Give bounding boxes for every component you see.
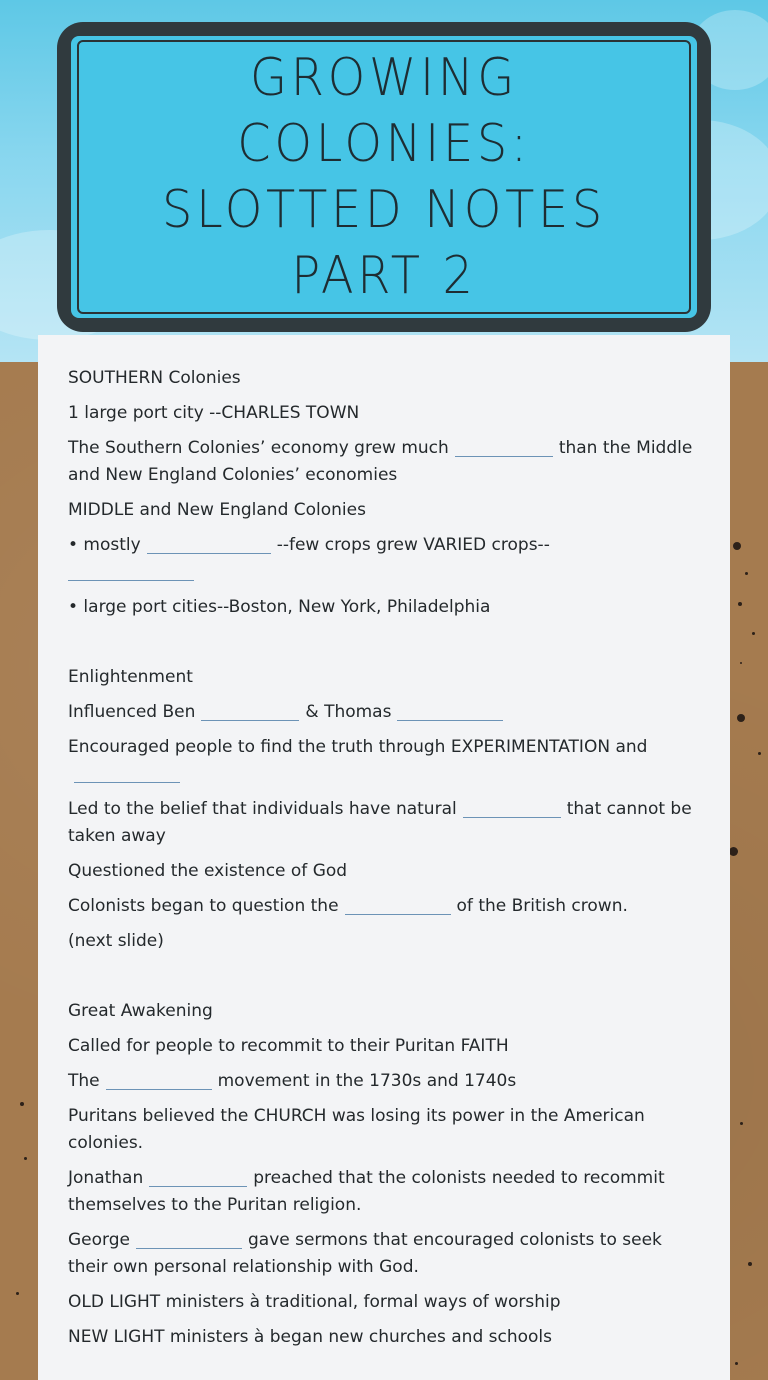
enlightenment-heading: Enlightenment <box>68 667 193 687</box>
awakening-jonathan <box>68 1165 700 1219</box>
enlightenment-questioned: Questioned the existence of God <box>68 861 348 881</box>
worksheet <box>38 335 730 1380</box>
blank-movement[interactable] <box>106 1070 212 1090</box>
title-frame <box>57 22 711 332</box>
george-text-before: George <box>68 1230 130 1250</box>
southern-heading: SOUTHERN Colonies <box>68 368 241 388</box>
enlightenment-influenced <box>68 699 700 726</box>
natural-text-after: that cannot be taken away <box>68 799 692 846</box>
economy-text-before: The Southern Colonies’ economy grew much <box>68 438 449 458</box>
new-light-ministers: NEW LIGHT ministers à began new churches and schools <box>68 1327 553 1347</box>
blank-varied-crops[interactable] <box>68 561 194 581</box>
southern-economy <box>68 435 700 489</box>
middle-ports: • large port cities--Boston, New York, Philadelphia <box>68 597 491 617</box>
crown-text-before: Colonists began to question the <box>68 896 339 916</box>
encouraged-text: Encouraged people to find the truth through EXPERIMENTATION and <box>68 737 648 757</box>
crown-text-after: of the British crown. <box>456 896 628 916</box>
influenced-text-before: Influenced Ben <box>68 702 196 722</box>
enlightenment-crown <box>68 893 700 920</box>
mostly-text-before: • mostly <box>68 535 141 555</box>
george-text-after: gave sermons that encouraged colonists to seek their own personal relationship with God. <box>68 1230 662 1277</box>
southern-port-city: 1 large port city --CHARLES TOWN <box>68 403 360 423</box>
blank-crown[interactable] <box>345 895 451 915</box>
blank-george[interactable] <box>136 1229 242 1249</box>
enlightenment-encouraged <box>68 734 700 788</box>
middle-heading: MIDDLE and New England Colonies <box>68 500 366 520</box>
economy-text-after: than the Middle and New England Colonies’ economies <box>68 438 693 485</box>
blank-experimentation[interactable] <box>74 763 180 783</box>
jonathan-text-before: Jonathan <box>68 1168 144 1188</box>
title-border <box>77 40 691 314</box>
awakening-heading: Great Awakening <box>68 1001 213 1021</box>
influenced-text-mid: & Thomas <box>305 702 392 722</box>
blank-mostly[interactable] <box>147 534 271 554</box>
movement-text-before: The <box>68 1071 100 1091</box>
movement-text-after: movement in the 1730s and 1740s <box>217 1071 517 1091</box>
awakening-faith: Called for people to recommit to their Puritan FAITH <box>68 1036 509 1056</box>
blank-ben[interactable] <box>201 701 299 721</box>
blank-thomas[interactable] <box>397 701 503 721</box>
blank-natural-rights[interactable] <box>463 798 561 818</box>
old-light-ministers: OLD LIGHT ministers à traditional, formal ways of worship <box>68 1292 561 1312</box>
blank-economy[interactable] <box>455 437 553 457</box>
enlightenment-natural <box>68 796 700 850</box>
jonathan-text-after: preached that the colonists needed to recommit themselves to the Puritan religion. <box>68 1168 665 1215</box>
blank-jonathan[interactable] <box>149 1167 247 1187</box>
next-slide-note: (next slide) <box>68 931 164 951</box>
awakening-church: Puritans believed the CHURCH was losing its power in the American colonies. <box>68 1106 645 1153</box>
awakening-movement <box>68 1068 700 1095</box>
title-panel <box>71 36 697 318</box>
natural-text-before: Led to the belief that individuals have natural <box>68 799 457 819</box>
awakening-george <box>68 1227 700 1281</box>
page-title: GROWING COLONIES: SLOTTED NOTES PART 2 <box>162 48 606 306</box>
middle-mostly <box>68 532 700 586</box>
mostly-text-after: --few crops grew VARIED crops-- <box>276 535 550 555</box>
